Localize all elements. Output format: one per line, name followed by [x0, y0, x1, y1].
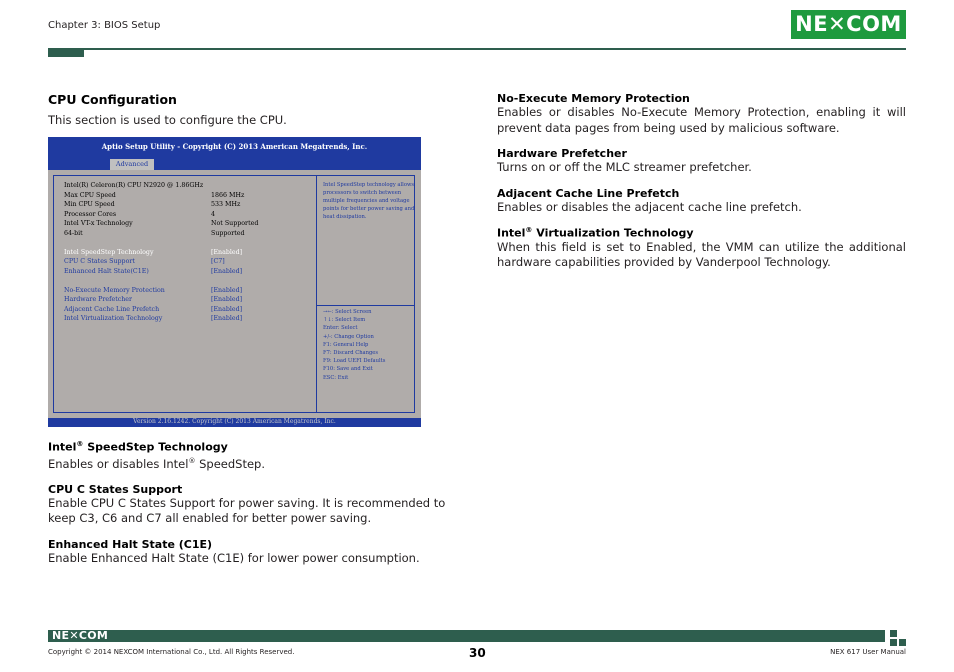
bios-screenshot	[48, 137, 421, 427]
item-description: Enables or disables the adjacent cache line prefetch.	[497, 199, 802, 214]
item-title: Adjacent Cache Line Prefetch	[497, 186, 680, 200]
item-title: Intel® SpeedStep Technology	[48, 440, 228, 454]
item-description: Enables or disables Intel® SpeedStep.	[48, 456, 265, 471]
item-hw-prefetcher	[497, 147, 906, 176]
bios-row: Min CPU Speed 533 MHz	[64, 201, 241, 208]
item-description: Enables or disables No-Execute Memory Protection, enabling it will prevent data pages from being used by malicious software.	[497, 105, 906, 135]
item-title: CPU C States Support	[48, 482, 183, 496]
bios-vertical-divider	[316, 175, 317, 413]
footer-squares-icon	[890, 630, 906, 646]
bios-help-text: Intel SpeedStep technology allows processors to switch between multiple frequencies and voltage points for better power saving and heat dissipation.	[323, 182, 415, 220]
item-description: When this field is set to Enabled, the VMM can utilize the additional hardware capabilities provided by Vanderpool Technology.	[497, 239, 906, 270]
item-description: Enable Enhanced Halt State (C1E) for lower power consumption.	[48, 550, 420, 565]
bios-row: Intel VT-x Technology Not Supported	[64, 220, 259, 227]
bios-option-speedstep: Intel SpeedStep Technology [Enabled]	[64, 248, 243, 256]
item-title: Intel® Virtualization Technology	[497, 226, 694, 240]
bios-row: Processor Cores 4	[64, 210, 216, 218]
bios-row: Max CPU Speed 1866 MHz	[64, 191, 245, 199]
bios-footer: Version 2.16.1242. Copyright (C) 2013 American Megatrends, Inc.	[133, 418, 336, 425]
item-description: Turns on or off the MLC streamer prefetcher.	[497, 160, 752, 174]
item-virtualization	[497, 226, 906, 271]
section-title: CPU Configuration	[48, 92, 177, 107]
bios-settings-list	[64, 181, 316, 324]
item-title: Enhanced Halt State (C1E)	[48, 537, 213, 551]
bios-tab-advanced: Advanced	[110, 159, 154, 170]
bios-horizontal-divider	[316, 305, 415, 306]
item-adjacent-prefetch	[497, 187, 906, 216]
header-rule	[48, 48, 906, 50]
bios-option-nx: No-Execute Memory Protection [Enabled]	[64, 286, 243, 294]
page-number: 30	[469, 646, 486, 660]
header-accent-block	[48, 48, 84, 57]
bios-key-legend: →←: Select Screen ↑↓: Select Item Enter: Select +/-: Change Option F1: General Help F7: Discard Changes F9: Load UEFI Defaults F10: Save and Exit ESC: Exit	[323, 309, 386, 381]
bios-title: Aptio Setup Utility - Copyright (C) 2013 American Megatrends, Inc.	[101, 142, 368, 151]
left-column	[48, 92, 462, 577]
item-description: Enable CPU C States Support for power saving. It is recommended to keep C3, C6 and C7 all enabled for better power saving.	[48, 495, 446, 526]
bios-body	[48, 170, 421, 418]
right-column	[497, 92, 906, 282]
section-intro: This section is used to configure the CPU.	[48, 113, 287, 127]
bios-option-hw-prefetch: Hardware Prefetcher [Enabled]	[64, 296, 243, 303]
bios-option-c1e: Enhanced Halt State(C1E) [Enabled]	[64, 267, 243, 275]
bios-option-adjacent-prefetch: Adjacent Cache Line Prefetch [Enabled]	[64, 305, 243, 313]
bios-row: 64-bit Supported	[64, 229, 245, 237]
chapter-label: Chapter 3: BIOS Setup	[48, 20, 161, 31]
item-title: Hardware Prefetcher	[497, 147, 627, 160]
item-c1e	[48, 538, 462, 567]
item-speedstep	[48, 440, 462, 472]
bios-option-vt: Intel Virtualization Technology [Enabled]	[64, 315, 243, 322]
item-cstates	[48, 483, 462, 527]
item-title: No-Execute Memory Protection	[497, 92, 690, 105]
footer-copyright: Copyright © 2014 NEXCOM International Co., Ltd. All Rights Reserved.	[48, 648, 295, 656]
item-nx-protection	[497, 92, 906, 136]
manual-name: NEX 617 User Manual	[830, 648, 906, 656]
footer-logo: NE✕COM	[52, 629, 109, 642]
footer-bar	[48, 630, 885, 642]
bios-option-cstates: CPU C States Support [C7]	[64, 258, 225, 265]
bios-row: Intel(R) Celeron(R) CPU N2920 @ 1.86GHz	[64, 182, 204, 189]
nexcom-logo: NE✕COM	[791, 10, 906, 39]
